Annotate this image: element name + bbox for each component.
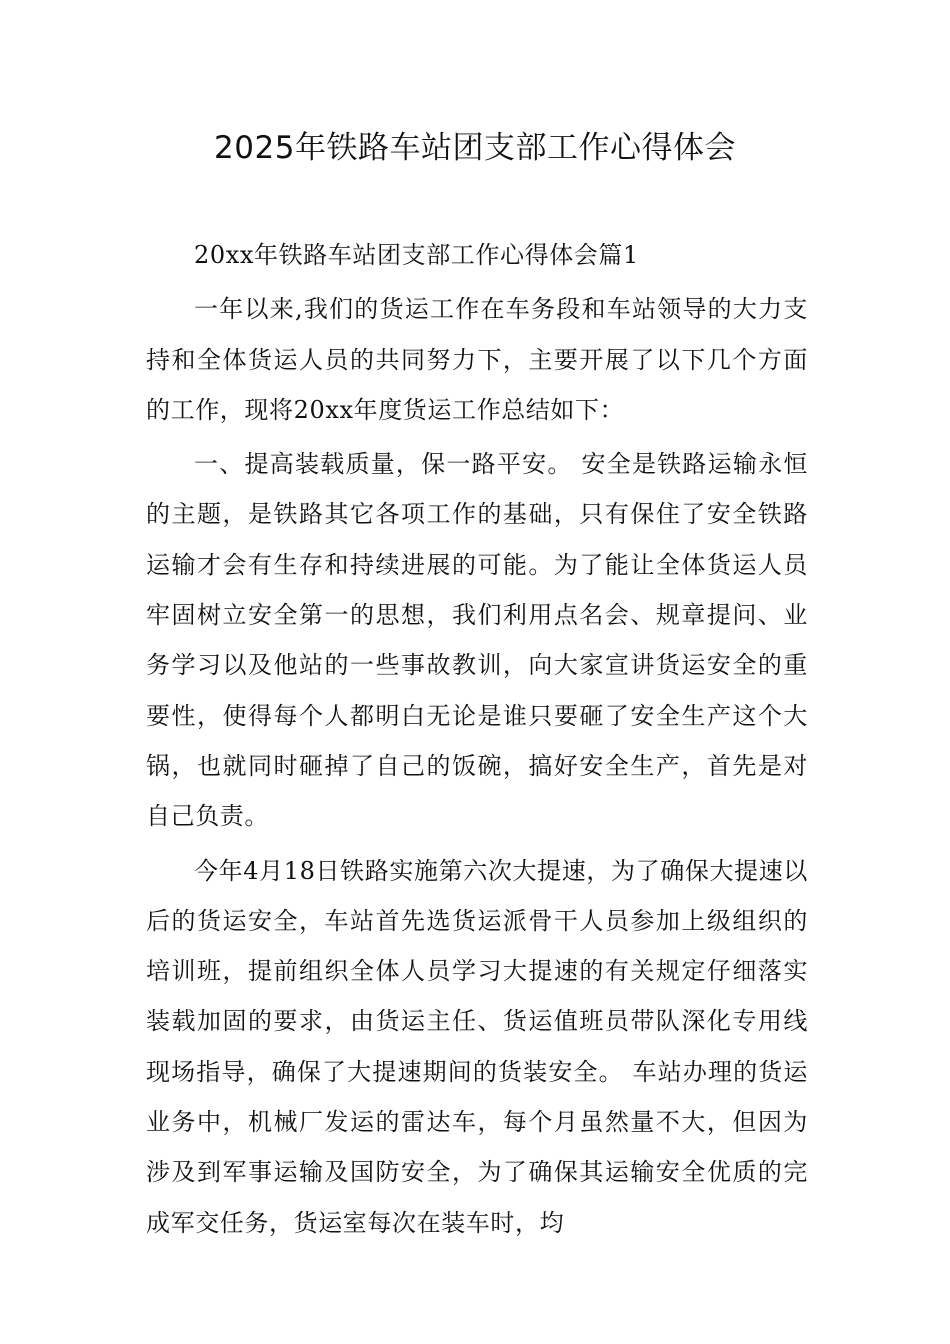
paragraph-intro: 一年以来,我们的货运工作在车务段和车站领导的大力支持和全体货运人员的共同努力下，主要开展了以下几个方面的工作，现将20xx年度货运工作总结如下：: [146, 295, 808, 424]
paragraph-heading: 20xx年铁路车站团支部工作心得体会篇1: [194, 241, 639, 269]
paragraph-safety: 一、提高装载质量，保一路平安。 安全是铁路运输永恒的主题，是铁路其它各项工作的基础，只有保住了安全铁路运输才会有生存和持续进展的可能。为了能让全体货运人员牢固树立安全第一的思想，我们利用点名会、规章提问、业务学习以及他站的一些事故教训，向大家宣讲货运安全的重要性，使得每个人都明白无论是谁只要砸了安全生产这个大锅，也就同时砸掉了自己的饭碗，搞好安全生产，首先是对自己负责。: [146, 450, 808, 831]
document-title: 2025年铁路车站团支部工作心得体会: [214, 130, 736, 166]
paragraph-speedup: 今年4月18日铁路实施第六次大提速，为了确保大提速以后的货运安全，车站首先选货运派骨干人员参加上级组织的培训班，提前组织全体人员学习大提速的有关规定仔细落实装载加固的要求，由货运主任、货运值班员带队深化专用线现场指导，确保了大提速期间的货装安全。 车站办理的货运业务中，机械厂发运的雷达车，每个月虽然量不大，但因为涉及到军事运输及国防安全，为了确保其运输安全优质的完成军交任务，货运室每次在装车时，均: [146, 856, 808, 1237]
document-body: [146, 230, 808, 1252]
